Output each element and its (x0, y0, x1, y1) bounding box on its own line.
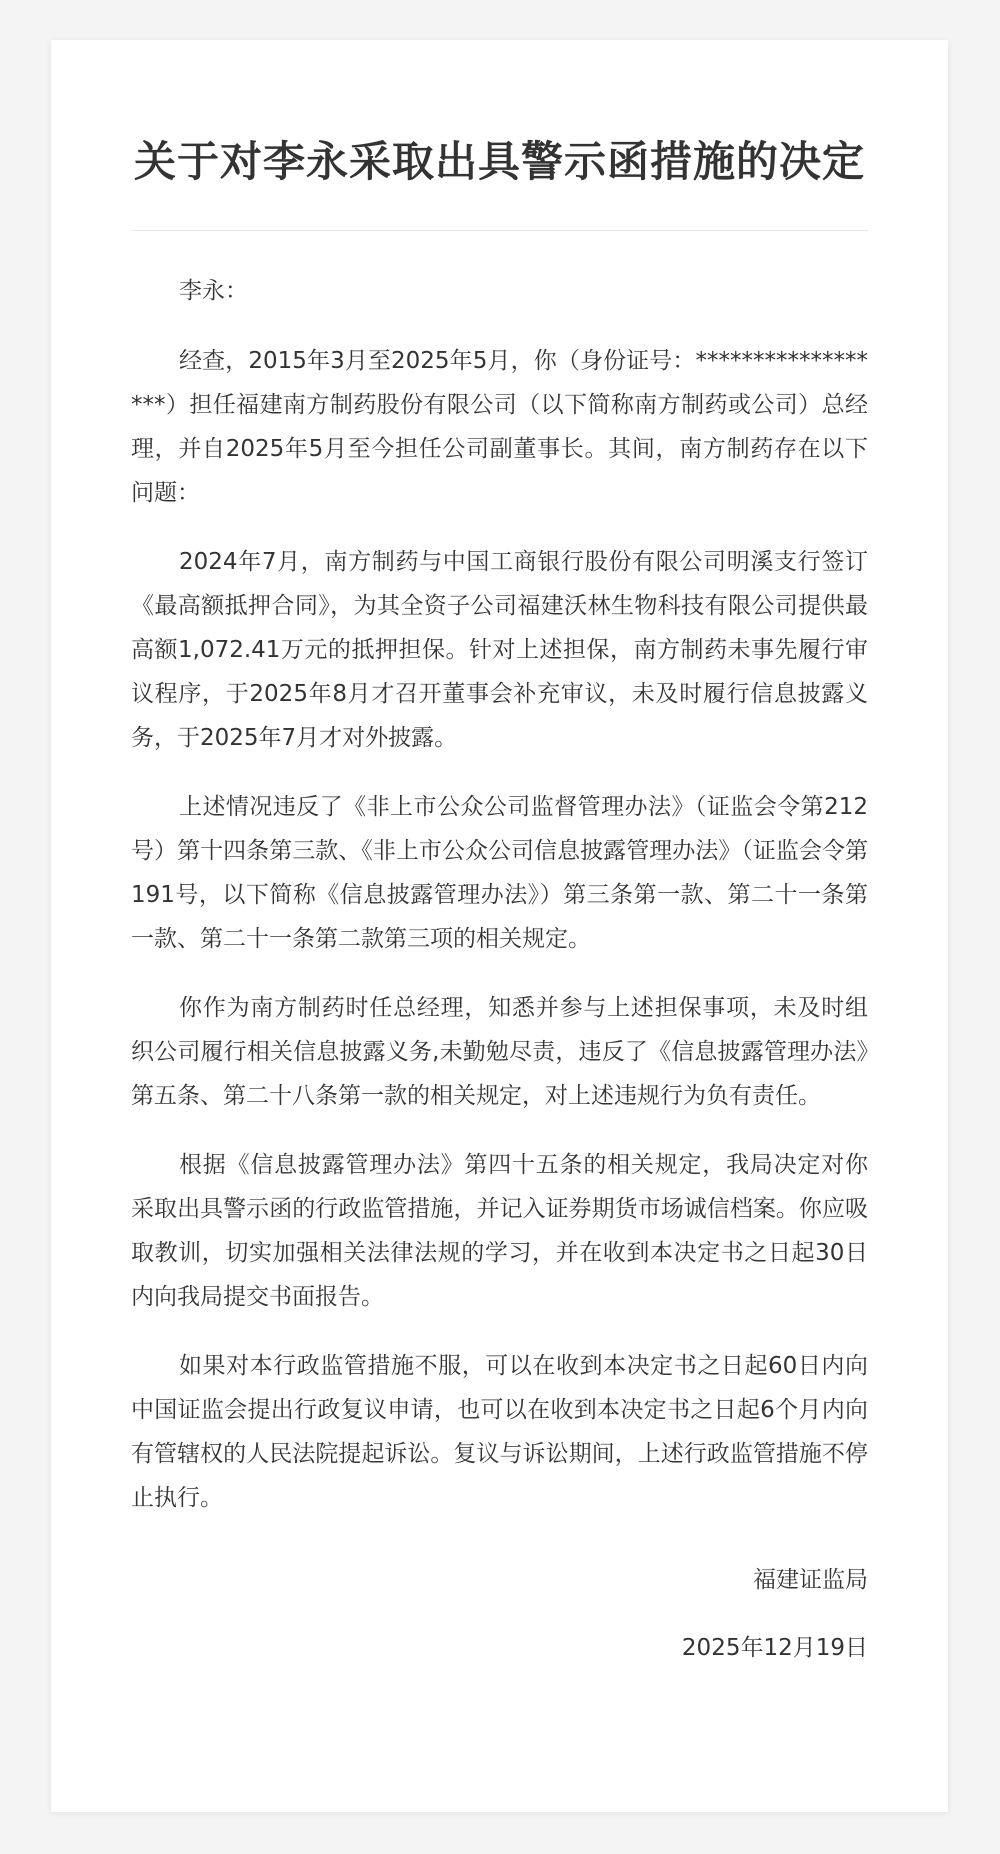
paragraph-decision: 根据《信息披露管理办法》第四十五条的相关规定，我局决定对你采取出具警示函的行政监管措施，并记入证券期货市场诚信档案。你应吸取教训，切实加强相关法律法规的学习，并在收到本决定书之日起30日内向我局提交书面报告。 (131, 1152, 868, 1310)
paragraph-appeal-rights: 如果对本行政监管措施不服，可以在收到本决定书之日起60日内向中国证监会提出行政复议申请，也可以在收到本决定书之日起6个月内向有管辖权的人民法院提起诉讼。复议与诉讼期间，上述行政监管措施不停止执行。 (131, 1353, 868, 1511)
issuer-signature: 福建证监局 (753, 1567, 868, 1593)
issue-date: 2025年12月19日 (681, 1635, 868, 1661)
paragraph-findings: 经查，2015年3月至2025年5月，你（身份证号：******************）担任福建南方制药股份有限公司（以下简称南方制药或公司）总经理，并自2025年5月至今担任公司副董事长。其间，南方制药存在以下问题： (131, 348, 868, 506)
document-title: 关于对李永采取出具警示函措施的决定 (133, 137, 865, 186)
document-body (131, 269, 868, 1670)
document-card (51, 40, 948, 1812)
title-divider (131, 230, 868, 231)
salutation: 李永： (179, 278, 248, 304)
paragraph-responsibility: 你作为南方制药时任总经理，知悉并参与上述担保事项，未及时组织公司履行相关信息披露义务,未勤勉尽责，违反了《信息披露管理办法》第五条、第二十八条第一款的相关规定，对上述违规行为负有责任。 (131, 995, 868, 1109)
paragraph-violations: 上述情况违反了《非上市公众公司监督管理办法》（证监会令第212号）第十四条第三款、《非上市公众公司信息披露管理办法》（证监会令第191号，以下简称《信息披露管理办法》）第三条第一款、第二十一条第一款、第二十一条第二款第三项的相关规定。 (131, 794, 868, 952)
paragraph-guarantee-issue: 2024年7月，南方制药与中国工商银行股份有限公司明溪支行签订《最高额抵押合同》，为其全资子公司福建沃林生物科技有限公司提供最高额1,072.41万元的抵押担保。针对上述担保，南方制药未事先履行审议程序，于2025年8月才召开董事会补充审议，未及时履行信息披露义务，于2025年7月才对外披露。 (131, 549, 868, 751)
